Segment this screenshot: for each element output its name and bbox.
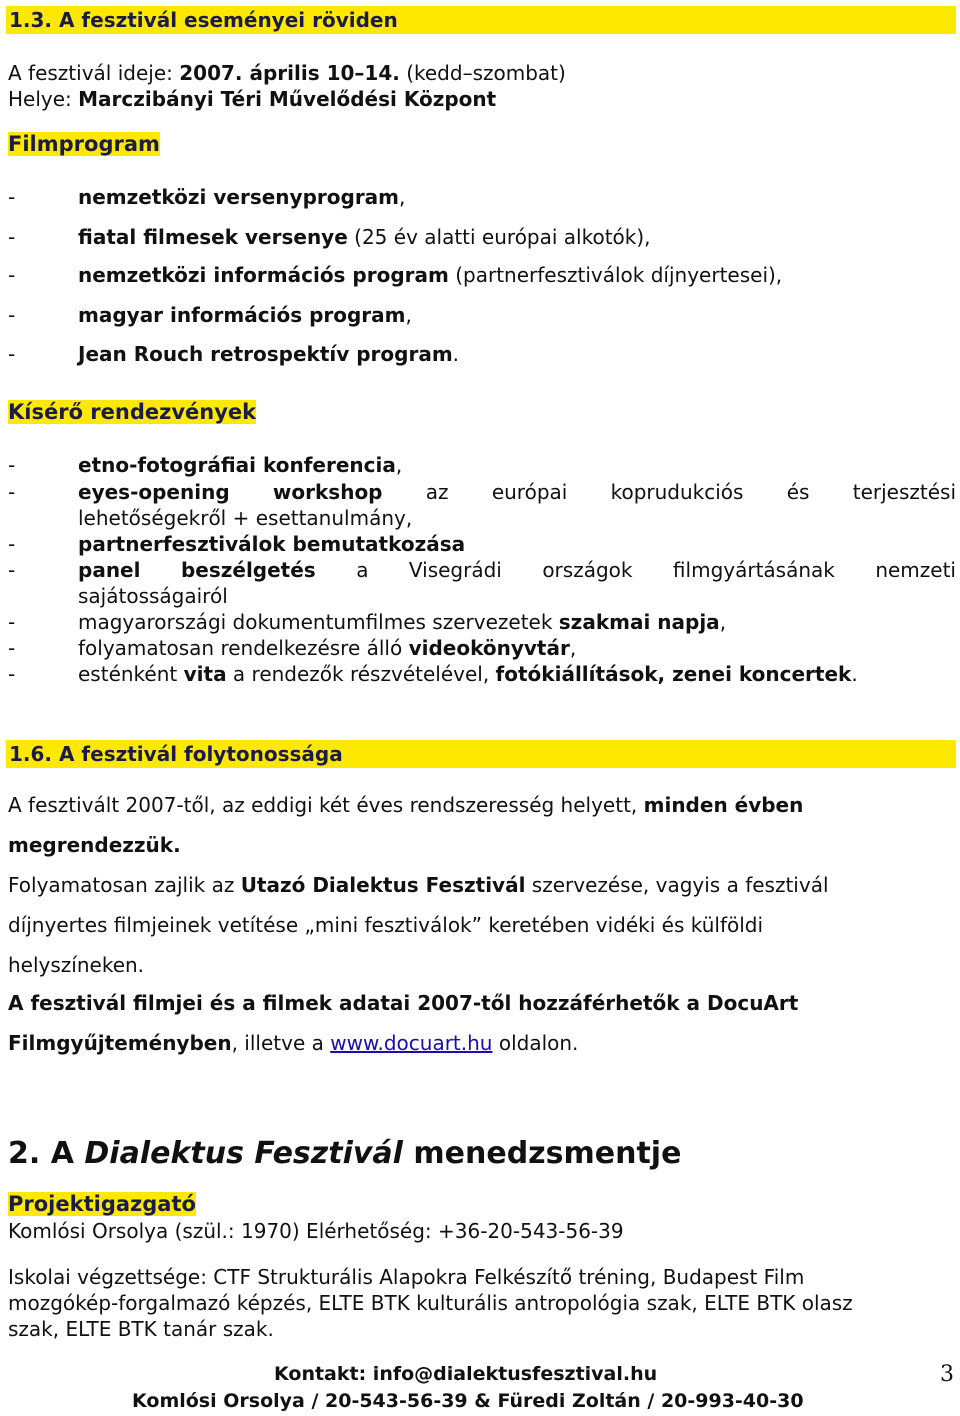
list-item: - fiatal filmesek versenye (25 év alatti európai alkotók), (8, 225, 651, 249)
list-item: - eyes-opening workshop az európai koprudukciós és terjesztési lehetőségekről + esettanulmány, (8, 480, 957, 530)
page-number: 3 (940, 1362, 954, 1387)
education-line: Iskolai végzettsége: CTF Strukturális Alapokra Felkészítő tréning, Budapest Film (8, 1265, 805, 1289)
list-item: - magyar információs program, (8, 303, 412, 327)
docuart-link[interactable]: www.docuart.hu (330, 1031, 493, 1055)
role-heading: Projektigazgató (8, 1192, 196, 1216)
paragraph: helyszíneken. (8, 953, 145, 977)
list-item: - etno-fotográfiai konferencia, (8, 453, 403, 477)
paragraph: Filmgyűjteményben, illetve a www.docuart.hu oldalon. (8, 1031, 579, 1055)
festival-venue: Helye: Marczibányi Téri Művelődési Központ (8, 87, 497, 111)
film-program-heading: Filmprogram (8, 132, 160, 156)
list-item: - Jean Rouch retrospektív program. (8, 342, 460, 366)
person-contact: Komlósi Orsolya (szül.: 1970) Elérhetőség: +36-20-543-56-39 (8, 1219, 624, 1243)
festival-date: A fesztivál ideje: 2007. április 10–14. (kedd–szombat) (8, 61, 566, 85)
footer-contact: Kontakt: info@dialektusfesztival.hu (274, 1363, 658, 1385)
list-item: - folyamatosan rendelkezésre álló videokönyvtár, (8, 636, 577, 660)
paragraph: Folyamatosan zajlik az Utazó Dialektus Fesztivál szervezése, vagyis a fesztivál (8, 873, 829, 897)
side-events-heading: Kísérő rendezvények (8, 400, 257, 424)
section-heading-2: 2. A Dialektus Fesztivál menedzsmentje (8, 1136, 682, 1171)
education-line: mozgókép-forgalmazó képzés, ELTE BTK kulturális antropológia szak, ELTE BTK olasz (8, 1291, 853, 1315)
list-item: - nemzetközi információs program (partnerfesztiválok díjnyertesei), (8, 263, 783, 287)
list-item: - panel beszélgetés a Visegrádi országok filmgyártásának nemzeti sajátosságairól (8, 558, 956, 608)
paragraph: megrendezzük. (8, 833, 181, 857)
footer-people: Komlósi Orsolya / 20-543-56-39 & Füredi Zoltán / 20-993-40-30 (132, 1390, 804, 1412)
list-item: - magyarországi dokumentumfilmes szervezetek szakmai napja, (8, 610, 727, 634)
paragraph: díjnyertes filmjeinek vetítése „mini fesztiválok” keretében vidéki és külföldi (8, 913, 764, 937)
list-item: - nemzetközi versenyprogram, (8, 185, 406, 209)
paragraph: A fesztivált 2007-től, az eddigi két éves rendszeresség helyett, minden évben (8, 793, 804, 817)
section-heading-1-6: 1.6. A fesztivál folytonossága (6, 740, 956, 768)
list-item: - esténként vita a rendezők részvételével, fotókiállítások, zenei koncertek. (8, 662, 858, 686)
education-line: szak, ELTE BTK tanár szak. (8, 1317, 274, 1341)
section-heading-1-3: 1.3. A fesztivál eseményei röviden (6, 6, 956, 34)
paragraph: A fesztivál filmjei és a filmek adatai 2007-től hozzáférhetők a DocuArt (8, 991, 799, 1015)
list-item: - partnerfesztiválok bemutatkozása (8, 532, 466, 556)
